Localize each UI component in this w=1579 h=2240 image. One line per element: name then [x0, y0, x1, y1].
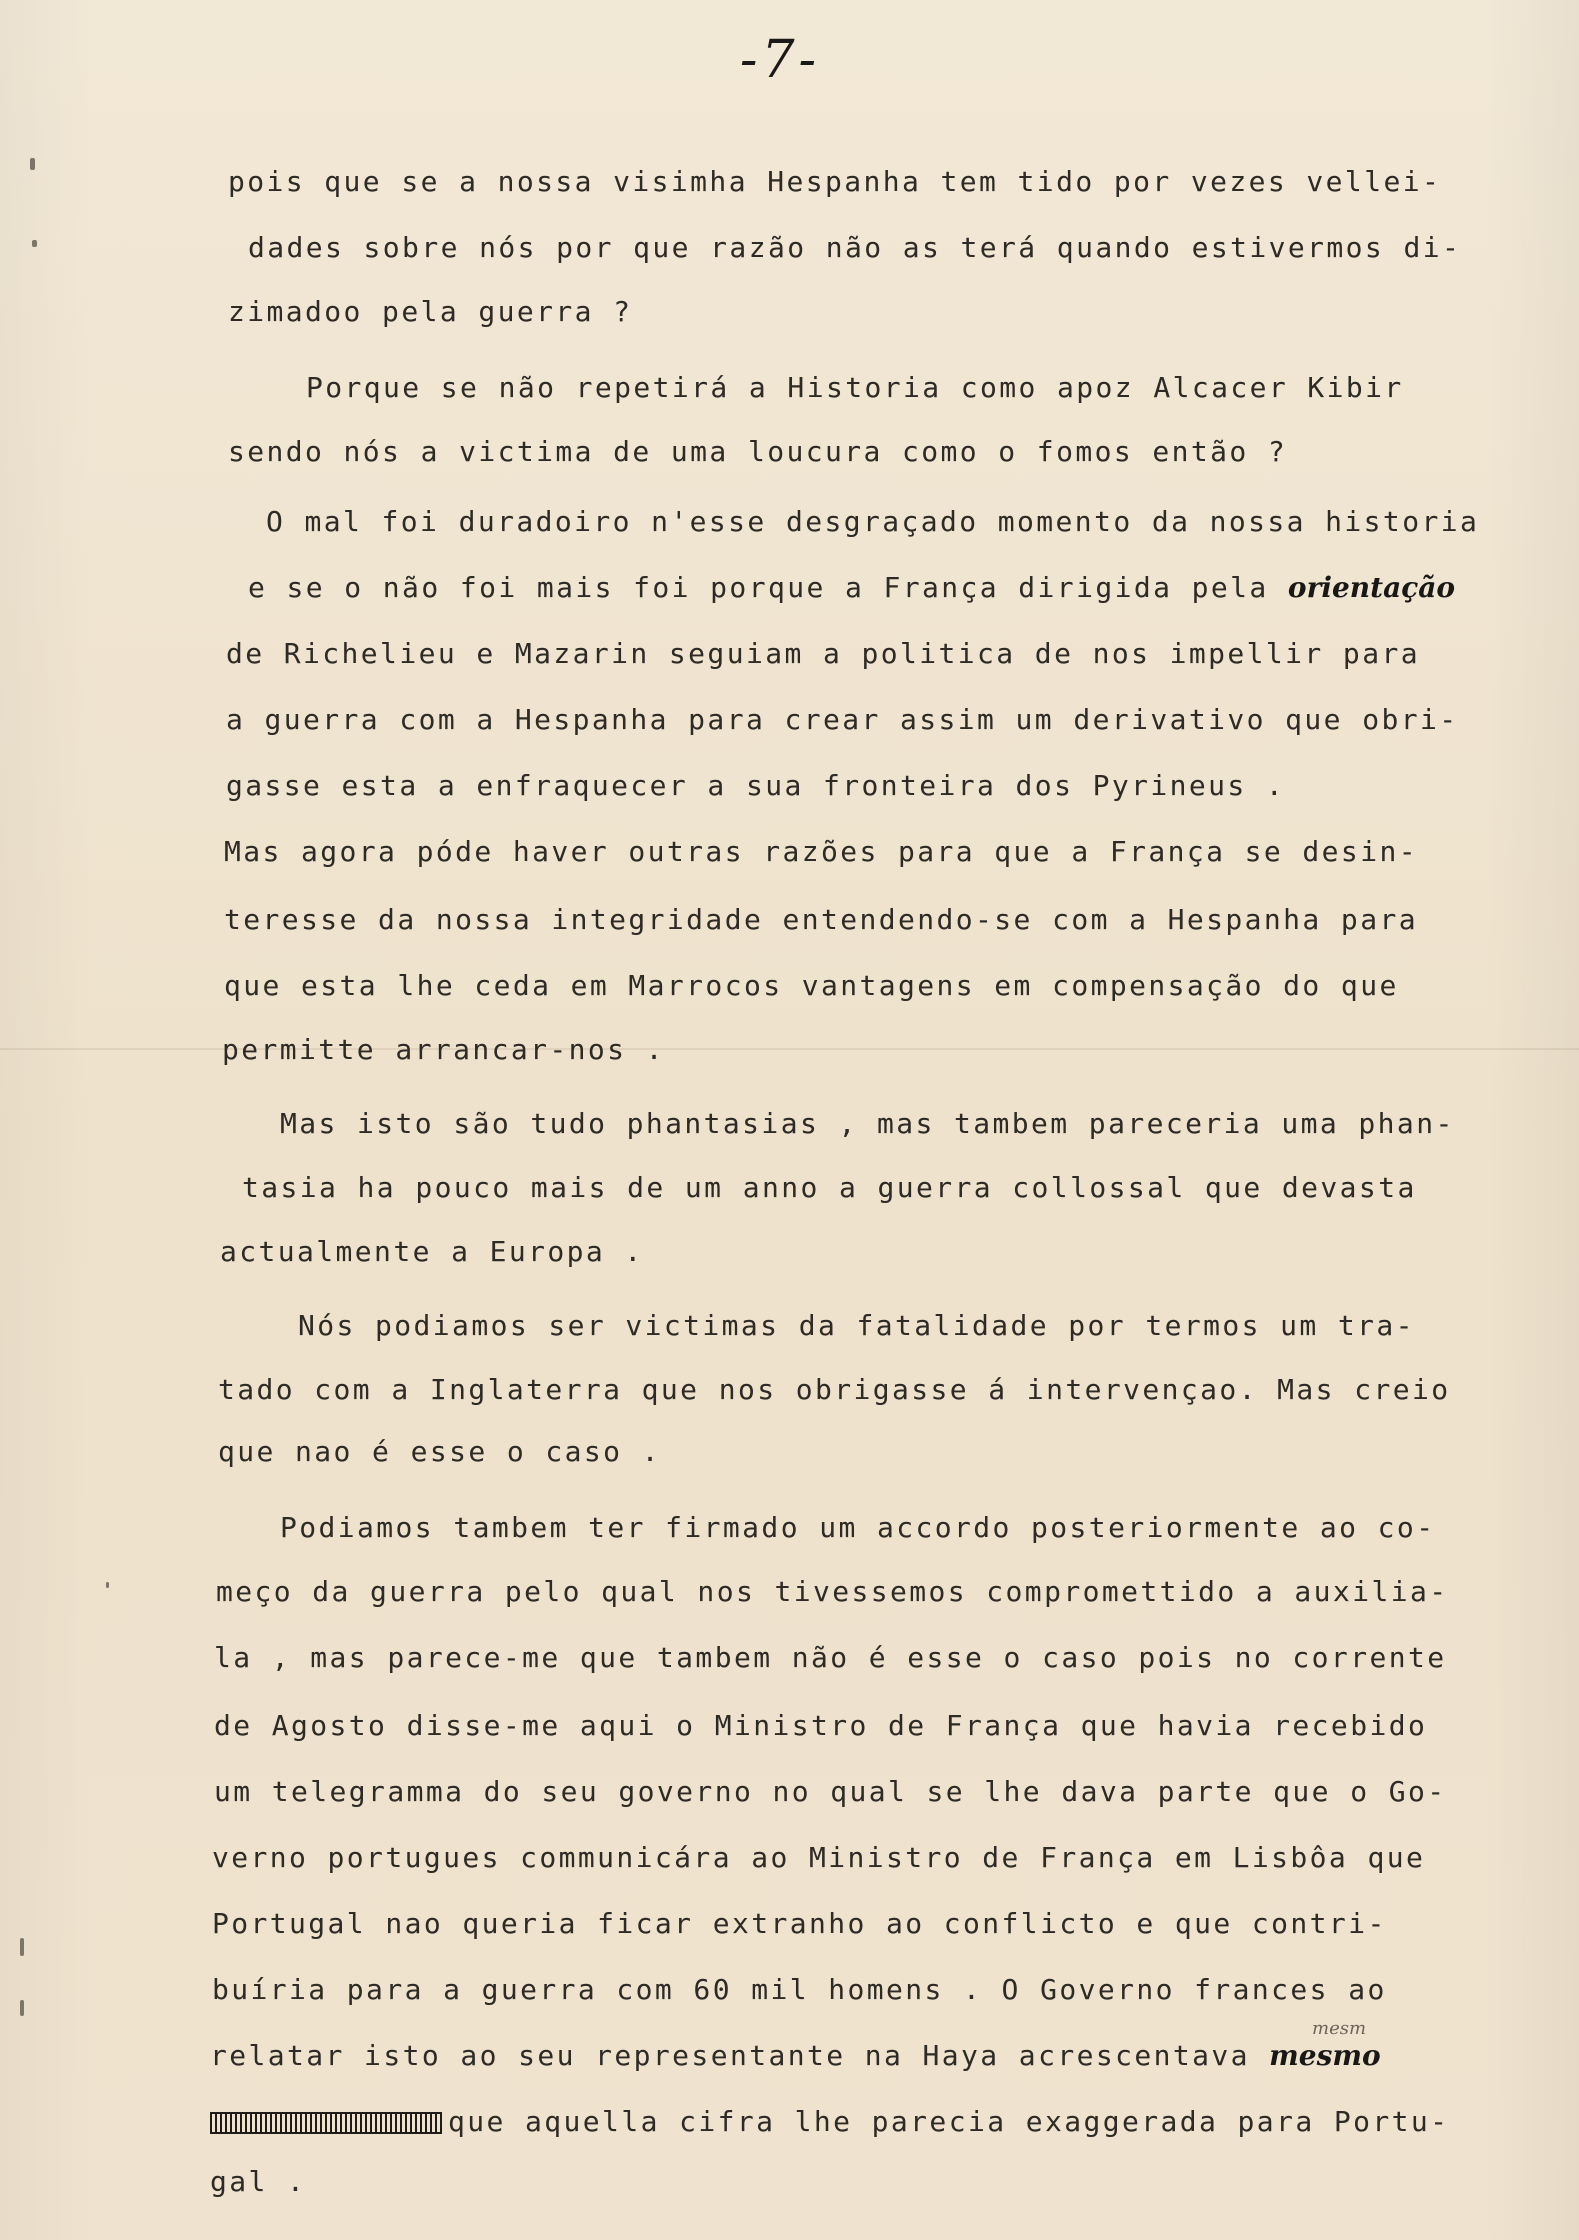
text-line: um telegramma do seu governo no qual se lhe dava parte que o Go- — [214, 1775, 1447, 1808]
text-line: permitte arrancar-nos . — [222, 1033, 665, 1066]
text-line: de Richelieu e Mazarin seguiam a politica de nos impellir para — [226, 637, 1420, 670]
text-line: la , mas parece-me que tambem não é esse o caso pois no corrente — [214, 1641, 1447, 1674]
text-line: Porque se não repetirá a Historia como apoz Alcacer Kibir — [306, 371, 1404, 404]
text-line: relatar isto ao seu representante na Haya acrescentava — [210, 2039, 1250, 2072]
text-line: que nao é esse o caso . — [218, 1435, 661, 1468]
text-line: Nós podiamos ser victimas da fatalidade por termos um tra- — [298, 1309, 1415, 1342]
text-line: e se o não foi mais foi porque a França dirigida pela — [248, 571, 1269, 604]
text-line: buíria para a guerra com 60 mil homens . O Governo frances ao — [212, 1973, 1387, 2006]
text-line: tasia ha pouco mais de um anno a guerra collossal que devasta — [242, 1171, 1417, 1204]
text-line: actualmente a Europa . — [220, 1235, 644, 1268]
text-line: zimadoo pela guerra ? — [228, 295, 633, 328]
text-line: a guerra com a Hespanha para crear assim um derivativo que obri- — [226, 703, 1459, 736]
crossed-out-scribble — [210, 2112, 442, 2134]
handwritten-correction: mesm — [1312, 2018, 1367, 2039]
text-line: que aquella cifra lhe parecia exaggerada para Portu- — [448, 2105, 1450, 2138]
text-line: meço da guerra pelo qual nos tivessemos compromettido a auxilia- — [216, 1575, 1449, 1608]
text-line: gasse esta a enfraquecer a sua fronteira dos Pyrineus . — [226, 769, 1286, 802]
text-line: teresse da nossa integridade entendendo-se com a Hespanha para — [224, 903, 1418, 936]
handwritten-word: mesmo — [1269, 2039, 1381, 2072]
text-line-with-deletion — [210, 2102, 1449, 2142]
margin-mark — [32, 240, 37, 247]
margin-mark — [20, 1938, 24, 1956]
page-number: -7- — [739, 30, 821, 90]
margin-mark — [30, 158, 35, 170]
text-line: pois que se a nossa visimha Hespanha tem tido por vezes vellei- — [228, 165, 1442, 198]
text-line: O mal foi duradoiro n'esse desgraçado momento da nossa historia — [266, 505, 1480, 538]
text-line: dades sobre nós por que razão não as terá quando estivermos di- — [248, 231, 1462, 264]
text-line-with-handwriting — [210, 2036, 1381, 2076]
text-line: tado com a Inglaterra que nos obrigasse á intervençao. Mas creio — [218, 1373, 1451, 1406]
text-line: verno portugues communicára ao Ministro de França em Lisbôa que — [212, 1841, 1426, 1874]
text-line: Mas isto são tudo phantasias , mas tambem pareceria uma phan- — [280, 1107, 1455, 1140]
text-line-with-handwriting — [248, 568, 1455, 608]
text-line: de Agosto disse-me aqui o Ministro de França que havia recebido — [214, 1709, 1428, 1742]
text-line: sendo nós a victima de uma loucura como o fomos então ? — [228, 435, 1288, 468]
text-line: Portugal nao queria ficar extranho ao conflicto e que contri- — [212, 1907, 1387, 1940]
margin-mark — [20, 2000, 24, 2016]
handwritten-word: orientação — [1287, 571, 1456, 604]
text-line: que esta lhe ceda em Marrocos vantagens em compensação do que — [224, 969, 1399, 1002]
text-line: gal . — [210, 2165, 307, 2198]
margin-mark — [106, 1582, 109, 1588]
text-line: Mas agora póde haver outras razões para que a França se desin- — [224, 835, 1418, 868]
text-line: Podiamos tambem ter firmado um accordo posteriormente ao co- — [280, 1511, 1436, 1544]
